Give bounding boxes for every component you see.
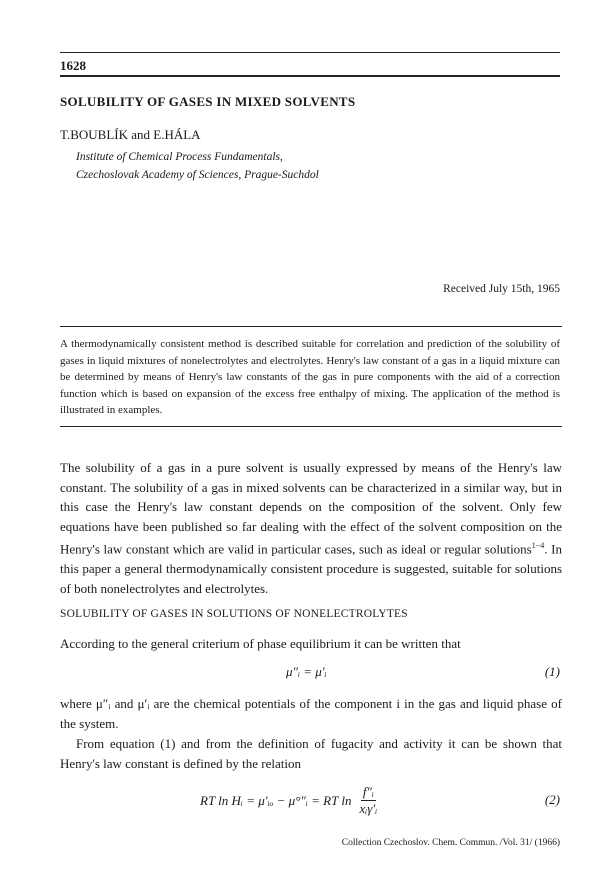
abstract-bottom-rule xyxy=(60,426,562,427)
intro-text-end: . In this paper a general thermodynamically consistent procedure is suggested, suitable for solutions of both nonelectrolytes and electrolytes. xyxy=(60,541,562,596)
journal-footer: Collection Czechoslov. Chem. Commun. /Vol. 31/ (1966) xyxy=(341,838,560,848)
paragraph-3: From equation (1) and from the definition of fugacity and activity it can be shown that Henry's law constant is defined by the relation xyxy=(60,736,562,771)
affiliation-line-1: Institute of Chemical Process Fundamentals, xyxy=(76,151,283,163)
page-number: 1628 xyxy=(60,58,86,73)
intro-paragraph xyxy=(60,458,562,598)
equation-2 xyxy=(200,784,379,817)
equation-1-number: (1) xyxy=(544,664,560,679)
received-date: Received July 15th, 1965 xyxy=(443,283,560,295)
equation-2-number: (2) xyxy=(544,792,560,807)
intro-text: The solubility of a gas in a pure solvent is usually expressed by means of the Henry's law constant. The solubility of a gas in mixed solvents can be characterized in a similar way, but in this case the Henry's law constant depends on the composition of the solvent. Only few equations have been published so far dealing with the effect of the solvent composition on the Henry's law constant which are valid in particular cases, such as ideal or regular solutions xyxy=(60,460,562,557)
section-heading: SOLUBILITY OF GASES IN SOLUTIONS OF NONELECTROLYTES xyxy=(60,608,408,620)
affiliation-line-2: Czechoslovak Academy of Sciences, Prague-Suchdol xyxy=(76,169,319,181)
abstract: A thermodynamically consistent method is described suitable for correlation and prediction of the solubility of gases in liquid mixtures of nonelectrolytes and electrolytes. Henry's law constant of a gas in a liquid mixture can be determined by means of Henry's law constants of the gas in pure components with the aid of a correction function which is based on expansion of the excess free enthalpy of mixing. The application of the method is illustrated in examples. xyxy=(60,338,560,417)
abstract-top-rule xyxy=(60,326,562,327)
equation-2-denominator: xᵢγ′ᵢ xyxy=(359,801,378,816)
equation-2-lhs: RT ln Hᵢ = μ′ᵢₒ − μ°″ᵢ = RT ln xyxy=(200,792,352,808)
paragraph-2: where μ″ᵢ and μ′ᵢ are the chemical potentials of the component i in the gas and liquid phase of the system. xyxy=(60,696,562,731)
reference-superscript: 1−4 xyxy=(531,541,545,551)
authors: T.BOUBLÍK and E.HÁLA xyxy=(60,127,201,142)
equation-2-numerator: f″ᵢ xyxy=(362,784,374,799)
header-rule xyxy=(60,75,560,77)
equation-1: μ″ᵢ = μ′ᵢ xyxy=(286,664,327,679)
article-title: SOLUBILITY OF GASES IN MIXED SOLVENTS xyxy=(60,94,356,109)
equation-2-fraction xyxy=(357,784,379,817)
paragraph-1: According to the general criterium of phase equilibrium it can be written that xyxy=(60,636,461,651)
top-rule xyxy=(60,52,560,53)
